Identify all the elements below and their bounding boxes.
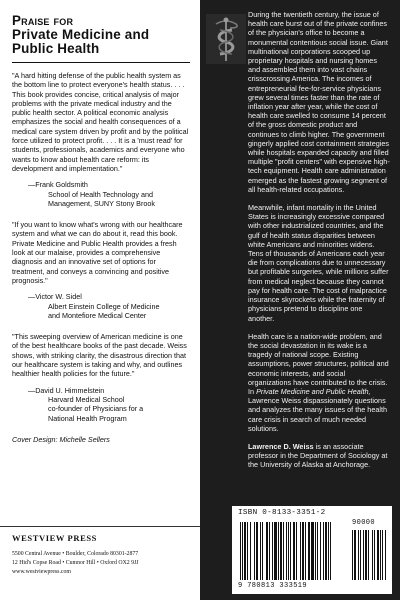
praise-heading-line2: Private Medicine and Public Health <box>12 27 150 56</box>
attribution-line: and Montefiore Medical Center <box>48 310 147 320</box>
barcode-bar <box>315 522 316 580</box>
barcode-bar <box>290 522 291 580</box>
quote-goldsmith: "A hard hitting defense of the public health system as the bottom line to protect everyone's health status. . . . This book provides concise, critical analysis of major problems with the private medical industry and the public health sector. A political economic analysis emphasizes the social and health consequences of a medical care system driven by profit and by the political force utilized to protect profit. . . . It is a 'must read' for students, professionals, academics and everyone who wants to know about health care reform: its development and implementation." <box>12 71 189 173</box>
publisher-address-uk: 12 Hid's Copse Road • Cumnor Hill • Oxford OX2 9JJ <box>12 560 139 566</box>
barcode-bar <box>293 522 295 580</box>
barcode-bar <box>368 530 369 580</box>
description-paragraph-2: Meanwhile, infant mortality in the United States is increasingly excessive compared with other industrialized countries, and the gulf of health status disparities between white Americans and minorities widens. Tens of thousands of Americans each year die from complications due to unnecessary but profitable surgeries, while millions suffer from medical neglect because they cannot pay for health care. The cost of malpractice insurance skyrockets while the fraternity of physicians pretend to discipline one another. <box>248 203 389 323</box>
attribution-line: —Frank Goldsmith <box>28 180 88 190</box>
attribution-goldsmith <box>28 180 190 208</box>
barcode-bar <box>242 522 243 580</box>
barcode-bar <box>354 530 356 580</box>
attribution-line: Albert Einstein College of Medicine <box>48 301 160 311</box>
publisher-name: WESTVIEW PRESS <box>12 533 98 543</box>
barcode-bar <box>305 522 306 580</box>
barcode-bar <box>323 522 324 580</box>
barcode-panel <box>232 506 392 594</box>
praise-heading-line1: Praise for <box>12 13 74 28</box>
barcode-bar <box>311 522 314 580</box>
barcode-bar <box>352 530 353 580</box>
quote-sidel: "If you want to know what's wrong with our healthcare system and what we can do about it, read this book. Private Medicine and Public Health provides a fresh look at our malaise, provides a comprehensive diagnosis and an innovative set of options for treatment, and conveys a convincing and positive prognosis." <box>12 220 183 285</box>
barcode-bar <box>317 522 318 580</box>
barcode-bar <box>269 522 270 580</box>
barcode-bar <box>244 522 246 580</box>
barcode-bar <box>382 530 383 580</box>
barcode-bar <box>308 522 310 580</box>
barcode-bar <box>260 522 261 580</box>
attribution-line: —David U. Himmelstein <box>28 385 105 395</box>
barcode-bar <box>330 522 331 580</box>
barcode-bar <box>262 522 263 580</box>
caduceus-dollar-icon <box>206 14 246 64</box>
attribution-sidel <box>28 292 190 320</box>
barcode-bar <box>256 522 258 580</box>
cover-design-credit: Cover Design: Michelle Sellers <box>12 434 110 444</box>
barcode-bar <box>296 522 297 580</box>
publisher-block <box>0 526 200 600</box>
barcode-bar <box>374 530 375 580</box>
barcode-bar <box>365 530 367 580</box>
author-bio-text: is an associate professor in the Department of Sociology at the University of Alaska at Anchorage. <box>248 441 388 470</box>
barcode-bar <box>372 530 373 580</box>
description-paragraph-1: During the twentieth century, the issue of health care burst out of the private confines of the physician's office to become a monumental contentious social issue. Giant multinational corporations scooped up proprietary hospitals and nursing homes and assembled them into vast chains crisscrossing America. The incomes of entrepreneurial fee-for-service physicians grew several times faster than the rate of inflation year after year, while the cost of health care swelled to consume 14 percent of the gross domestic product and continues to climb higher. The government gingerly applied cost containment strategies while hospitals expanded capacity and filled multiple "profit centers" with expensive high-tech equipment. Health care administration emerged as the fastest growing segment of all health-related occupations. <box>248 10 390 194</box>
heading-rule <box>12 62 190 63</box>
praise-heading <box>12 14 190 56</box>
attribution-himmelstein <box>28 386 190 423</box>
author-bio <box>248 442 390 470</box>
price-addon-number: 90000 <box>352 519 376 527</box>
attribution-line: co-founder of Physicians for a <box>48 404 144 414</box>
barcode-bar <box>377 530 379 580</box>
description-paragraph-3 <box>248 332 390 433</box>
barcode-bar <box>380 530 381 580</box>
barcode-bar <box>358 530 359 580</box>
barcode-bar <box>240 522 241 580</box>
book-title-italic: Private Medicine and Public Health, <box>256 386 371 396</box>
barcode-bar <box>247 522 248 580</box>
barcode-bar <box>286 522 287 580</box>
barcode-bar <box>302 522 304 580</box>
author-name: Lawrence D. Weiss <box>248 441 314 451</box>
paragraph-3-text-a: Health care is a nation-wide problem, and the social devastation in its wake is a tragedy of national scope. Existing assumptions, power structures, political and economic interests, and social organizations have contributed to the crisis. In <box>248 331 389 396</box>
paragraph-3-text-b: Lawrence Weiss dispassionately questions and analyzes the many issues of the health care crisis in search of much needed solutions. <box>248 396 388 433</box>
barcode-bar <box>300 522 301 580</box>
barcode-bar <box>266 522 268 580</box>
ean-number: 9 780813 333519 <box>238 582 308 590</box>
barcode-bar <box>280 522 282 580</box>
isbn-label: ISBN 0-8133-3351-2 <box>238 509 326 517</box>
barcode-bar <box>385 530 386 580</box>
publisher-website: www.westviewpress.com <box>12 569 71 575</box>
quote-himmelstein: "This sweeping overview of American medicine is one of the best healthcare books of the past decade. Weiss shows, with striking clarity, the disastrous direction that our healthcare system is taking and why, and outlines healthier health policies for the future." <box>12 332 187 379</box>
barcode-bar <box>278 522 279 580</box>
barcode-bar <box>283 522 284 580</box>
attribution-line: Management, SUNY Stony Brook <box>48 198 155 208</box>
attribution-line: —Victor W. Sidel <box>28 292 82 302</box>
barcode-bar <box>274 522 277 580</box>
barcode-bar <box>320 522 321 580</box>
barcode-bar <box>288 522 289 580</box>
barcode-bar <box>328 522 329 580</box>
attribution-line: National Health Program <box>48 413 127 423</box>
barcode-bar <box>254 522 255 580</box>
barcode-bar <box>250 522 251 580</box>
barcode-bar <box>325 522 327 580</box>
attribution-line: School of Health Technology and <box>48 189 153 199</box>
barcode-bar <box>360 530 361 580</box>
attribution-line: Harvard Medical School <box>48 394 125 404</box>
barcode-bar <box>272 522 273 580</box>
barcode-bar <box>363 530 364 580</box>
publisher-address-us: 5500 Central Avenue • Boulder, Colorado 80301-2877 <box>12 551 139 557</box>
